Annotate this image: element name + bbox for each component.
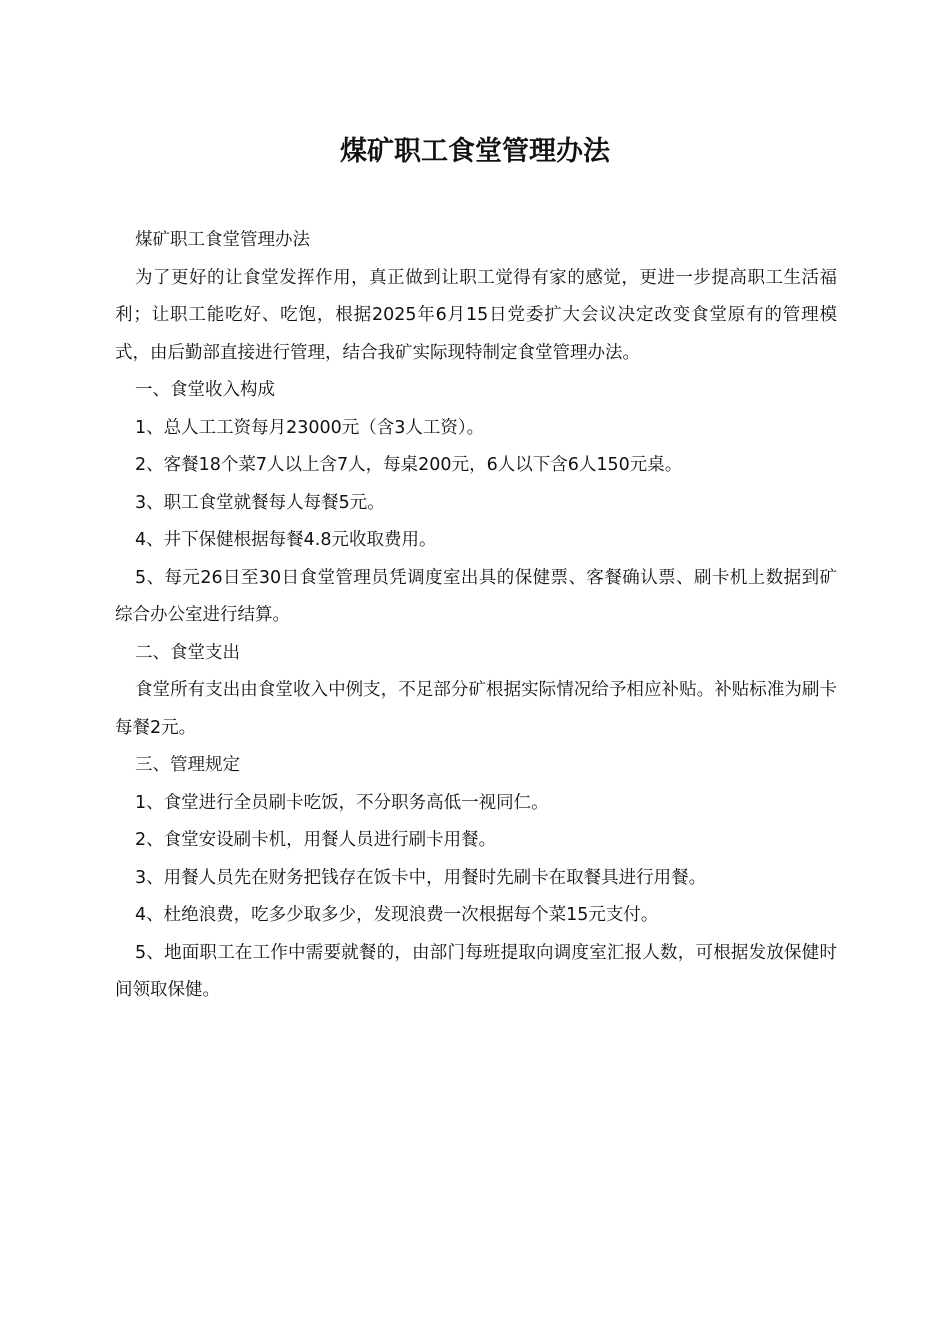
income-item-1: 1、总人工工资每月23000元（含3人工资）。 [135, 417, 485, 438]
document-body [115, 222, 837, 1010]
income-item-5: 5、每元26日至30日食堂管理员凭调度室出具的保健票、客餐确认票、刷卡机上数据到矿综合办公室进行结算。 [115, 567, 837, 625]
rule-item-3: 3、用餐人员先在财务把钱存在饭卡中，用餐时先刷卡在取餐具进行用餐。 [135, 867, 707, 888]
income-item-4: 4、井下保健根据每餐4.8元收取费用。 [135, 530, 437, 550]
paragraph-heading-repeat: 煤矿职工食堂管理办法 [135, 230, 310, 250]
document-title: 煤矿职工食堂管理办法 [340, 136, 610, 167]
paragraph-intro: 为了更好的让食堂发挥作用，真正做到让职工觉得有家的感觉，更进一步提高职工生活福利；让职工能吃好、吃饱，根据2025年6月15日党委扩大会议决定改变食堂原有的管理模式，由后勤部直接进行管理，结合我矿实际现特制定食堂管理办法。 [115, 267, 837, 363]
income-item-3: 3、职工食堂就餐每人每餐5元。 [135, 492, 385, 513]
section-heading-rules: 三、管理规定 [135, 755, 240, 775]
rule-item-1: 1、食堂进行全员刷卡吃饭，不分职务高低一视同仁。 [135, 792, 549, 813]
rule-item-5: 5、地面职工在工作中需要就餐的，由部门每班提取向调度室汇报人数，可根据发放保健时间领取保健。 [115, 942, 837, 1000]
section-heading-expense: 二、食堂支出 [135, 642, 240, 663]
rule-item-4: 4、杜绝浪费，吃多少取多少，发现浪费一次根据每个菜15元支付。 [135, 905, 659, 925]
income-item-2: 2、客餐18个菜7人以上含7人，每桌200元，6人以下含6人150元桌。 [135, 455, 683, 475]
section-heading-income: 一、食堂收入构成 [135, 380, 275, 400]
rule-item-2: 2、食堂安设刷卡机，用餐人员进行刷卡用餐。 [135, 830, 497, 850]
expense-paragraph: 食堂所有支出由食堂收入中例支，不足部分矿根据实际情况给予相应补贴。补贴标准为刷卡每餐2元。 [115, 680, 837, 738]
